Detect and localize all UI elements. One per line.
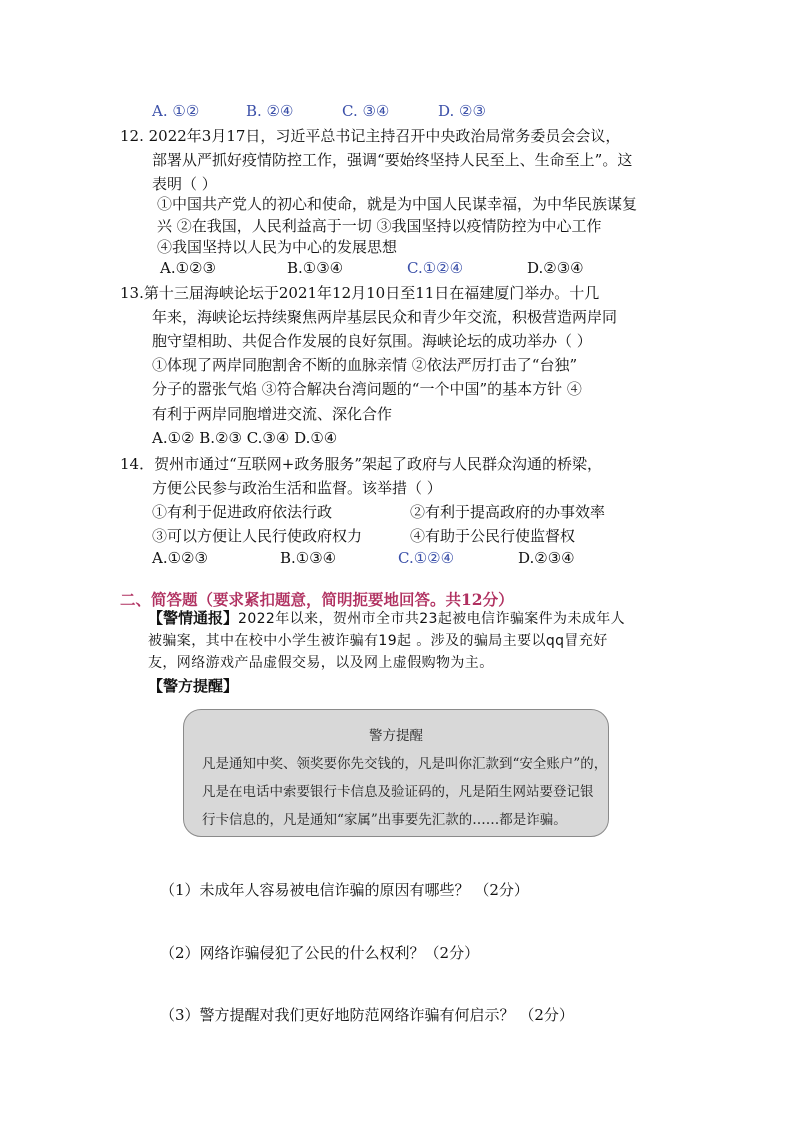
q11-option-a: A. ①② bbox=[152, 102, 200, 120]
police-reminder-label: 【警方提醒】 bbox=[148, 677, 239, 695]
q14-statement-1: ①有利于促进政府依法行政 bbox=[152, 503, 333, 521]
q14-statement-3: ③可以方便让人民行使政府权力 bbox=[152, 527, 363, 545]
q13-options: A.①② B.②③ C.③④ D.①④ bbox=[152, 429, 338, 447]
police-report-line3: 友，网络游戏产品虚假交易，以及网上虚假购物为主。 bbox=[148, 655, 494, 671]
police-reminder-line2: 凡是在电话中索要银行卡信息及验证码的，凡是陌生网站要登记银 bbox=[202, 784, 594, 800]
q12-stem-line2: 部署从严抓好疫情防控工作，强调“要始终坚持人民至上、生命至上”。这 bbox=[152, 151, 633, 169]
sub-question-3: （3）警方提醒对我们更好地防范网络诈骗有何启示？ （2分） bbox=[160, 1006, 574, 1024]
q12-statement-line3: ④我国坚持以人民为中心的发展思想 bbox=[157, 238, 398, 256]
q12-option-a: A.①②③ bbox=[160, 259, 216, 277]
police-reminder-title: 警方提醒 bbox=[369, 728, 423, 744]
q14-option-a: A.①②③ bbox=[152, 549, 208, 567]
q13-statement-line3: 有利于两岸同胞增进交流、深化合作 bbox=[152, 405, 393, 423]
police-report bbox=[148, 607, 625, 630]
q12-statement-line1: ①中国共产党人的初心和使命，就是为中国人民谋幸福，为中华民族谋复 bbox=[157, 195, 638, 213]
police-reminder-box bbox=[183, 709, 609, 837]
q13-stem-line2: 年来，海峡论坛持续聚焦两岸基层民众和青少年交流，积极营造两岸同 bbox=[152, 308, 618, 326]
q14-statement-2: ②有利于提高政府的办事效率 bbox=[410, 503, 606, 521]
sub-question-1: （1）未成年人容易被电信诈骗的原因有哪些？ （2分） bbox=[160, 881, 529, 899]
q11-option-c: C. ③④ bbox=[342, 102, 390, 120]
q13-statement-line2: 分子的嚣张气焰 ③符合解决台湾问题的“一个中国”的基本方针 ④ bbox=[152, 380, 582, 398]
police-report-label: 【警情通报】 bbox=[148, 609, 239, 627]
q12-option-d: D.②③④ bbox=[527, 259, 584, 277]
q14-option-b: B.①③④ bbox=[280, 549, 337, 567]
police-report-line1: 2022年以来，贺州市全市共23起被电信诈骗案件为未成年人 bbox=[238, 611, 626, 627]
q12-option-c: C.①②④ bbox=[407, 259, 464, 277]
q14-option-c: C.①②④ bbox=[398, 549, 455, 567]
q12-statement-line2: 兴 ②在我国，人民利益高于一切 ③我国坚持以疫情防控为中心工作 bbox=[157, 217, 602, 235]
q14-option-d: D.②③④ bbox=[518, 549, 575, 567]
q13-stem-line1: 13.第十三届海峡论坛于2021年12月10日至11日在福建厦门举办。十几 bbox=[120, 284, 600, 302]
q14-stem-line1: 14．贺州市通过“互联网+政务服务”架起了政府与人民群众沟通的桥梁， bbox=[120, 455, 602, 473]
q14-statement-4: ④有助于公民行使监督权 bbox=[410, 527, 576, 545]
q11-option-b: B. ②④ bbox=[246, 102, 294, 120]
police-reminder-line1: 凡是通知中奖、领奖要你先交钱的，凡是叫你汇款到“安全账户”的， bbox=[202, 756, 608, 772]
police-reminder-line3: 行卡信息的，凡是通知“家属”出事要先汇款的……都是诈骗。 bbox=[202, 812, 567, 828]
police-report-line2: 被骗案，其中在校中小学生被诈骗有19起 。涉及的骗局主要以qq冒充好 bbox=[148, 633, 608, 649]
sub-question-2: （2）网络诈骗侵犯了公民的什么权利？（2分） bbox=[160, 944, 480, 962]
q12-stem-line1: 12. 2022年3月17日，习近平总书记主持召开中央政治局常务委员会会议， bbox=[120, 127, 621, 145]
q12-option-b: B.①③④ bbox=[287, 259, 344, 277]
q13-statement-line1: ①体现了两岸同胞割舍不断的血脉亲情 ②依法严厉打击了“台独” bbox=[152, 356, 578, 374]
q14-stem-line2: 方便公民参与政治生活和监督。该举措（ ） bbox=[152, 479, 442, 497]
q13-stem-line3: 胞守望相助、共促合作发展的良好氛围。海峡论坛的成功举办（ ） bbox=[152, 332, 592, 350]
section2-title: 二、简答题（要求紧扣题意，简明扼要地回答。共12分） bbox=[120, 590, 514, 609]
q11-option-d: D. ②③ bbox=[438, 102, 486, 120]
q12-stem-line3: 表明（ ） bbox=[152, 175, 217, 193]
